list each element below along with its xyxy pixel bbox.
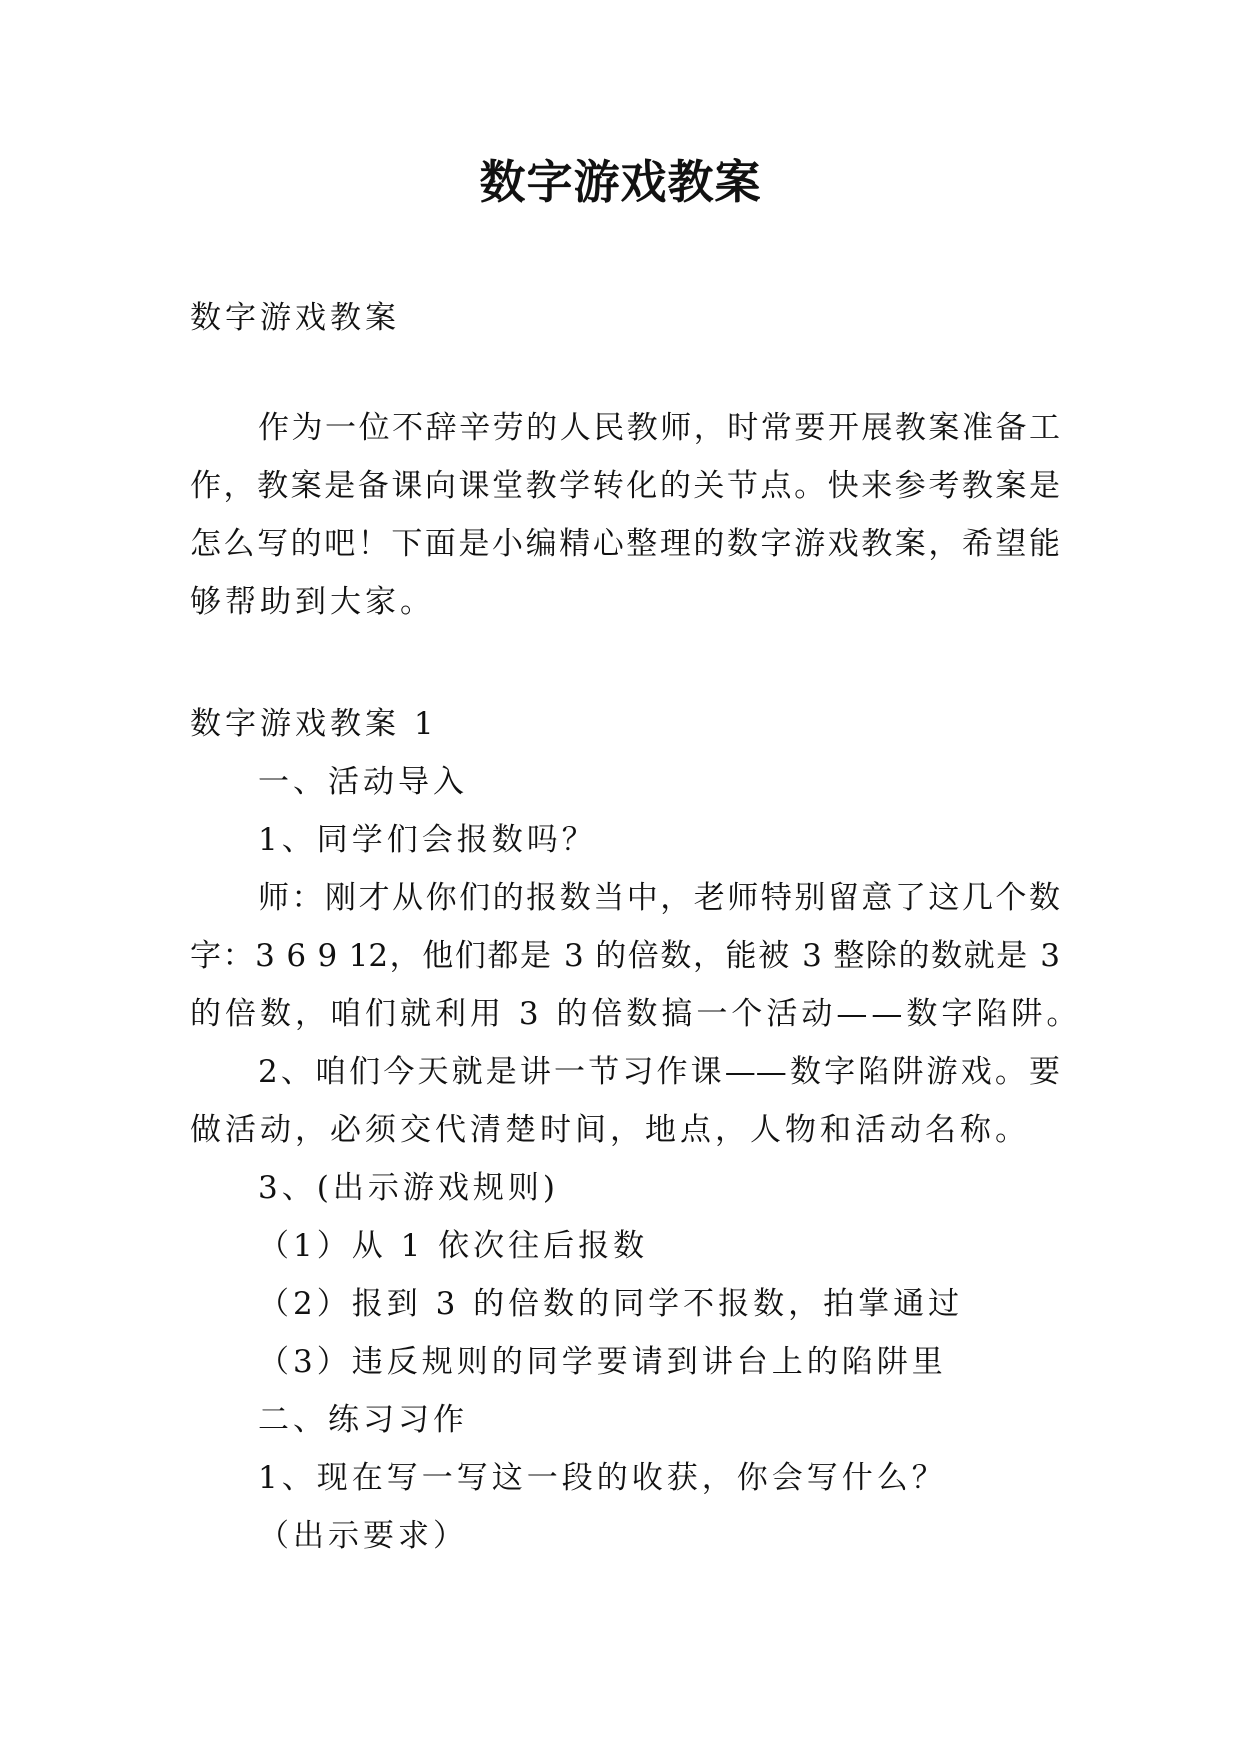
requirement-note: （出示要求） — [258, 1518, 468, 1554]
rule-item: （3）违反规则的同学要请到讲台上的陷阱里 — [258, 1344, 947, 1380]
rule-item: （2）报到 3 的倍数的同学不报数，拍掌通过 — [258, 1286, 964, 1322]
item2-line: 做活动，必须交代清楚时间，地点，人物和活动名称。 — [190, 1112, 1030, 1148]
document-subtitle: 数字游戏教案 — [190, 300, 400, 336]
part2-item1: 1、现在写一写这一段的收获，你会写什么？ — [258, 1460, 947, 1496]
intro-line: 作，教案是备课向课堂教学转化的关节点。快来参考教案是 — [190, 468, 1060, 504]
teacher-line: 的倍数，咱们就利用 3 的倍数搞一个活动——数字陷阱。 — [190, 996, 1082, 1032]
teacher-line: 师：刚才从你们的报数当中，老师特别留意了这几个数 — [258, 880, 1060, 916]
intro-line: 作为一位不辞辛劳的人民教师，时常要开展教案准备工 — [258, 410, 1060, 446]
item1-question: 1、同学们会报数吗？ — [258, 822, 597, 858]
intro-line: 怎么写的吧！下面是小编精心整理的数字游戏教案，希望能 — [190, 526, 1060, 562]
part1-heading: 一、活动导入 — [258, 764, 468, 800]
document-title: 数字游戏教案 — [479, 155, 762, 209]
item3-rules-heading: 3、(出示游戏规则) — [258, 1170, 559, 1206]
intro-line: 够帮助到大家。 — [190, 584, 435, 620]
rule-item: （1）从 1 依次往后报数 — [258, 1228, 649, 1264]
item2-line: 2、咱们今天就是讲一节习作课——数字陷阱游戏。要 — [258, 1054, 1060, 1090]
section-heading: 数字游戏教案 1 — [190, 706, 438, 742]
teacher-line: 字：3 6 9 12，他们都是 3 的倍数，能被 3 整除的数就是 3 — [190, 938, 1060, 974]
part2-heading: 二、练习习作 — [258, 1402, 468, 1438]
